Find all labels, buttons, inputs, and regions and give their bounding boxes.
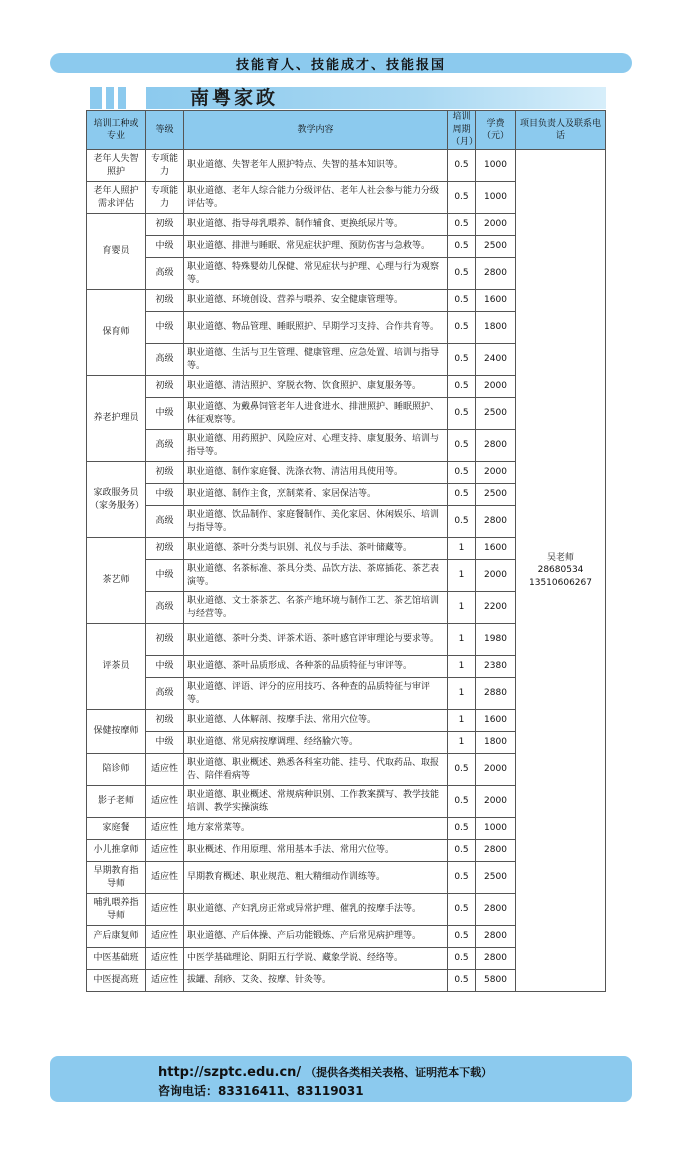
header-contact: 项目负责人及联系电话: [516, 111, 606, 150]
cell-fee: 2800: [476, 506, 516, 538]
cell-period: 0.5: [448, 344, 476, 376]
cell-level: 高级: [146, 258, 184, 290]
cell-job: 陪诊师: [87, 754, 146, 786]
cell-content: 职业道德、物品管理、睡眠照护、早期学习支持、合作共育等。: [184, 312, 448, 344]
cell-fee: 2000: [476, 754, 516, 786]
cell-level: 适应性: [146, 840, 184, 862]
cell-level: 初级: [146, 624, 184, 656]
cell-fee: 2000: [476, 786, 516, 818]
cell-content: 职业道德、为戴鼻饲管老年人进食进水、排泄照护、睡眠照护、体征观察等。: [184, 398, 448, 430]
cell-contact: [516, 150, 606, 992]
cell-fee: 1000: [476, 818, 516, 840]
cell-content: 职业道德、制作主食，烹制菜肴、家居保洁等。: [184, 484, 448, 506]
cell-content: 职业道德、职业概述、熟悉各科室功能、挂号、代取药品、取报告、陪伴看病等: [184, 754, 448, 786]
cell-level: 初级: [146, 376, 184, 398]
cell-job: 老年人照护需求评估: [87, 182, 146, 214]
cell-fee: 2800: [476, 948, 516, 970]
header-content: 教学内容: [184, 111, 448, 150]
cell-fee: 1600: [476, 538, 516, 560]
cell-level: 专项能力: [146, 182, 184, 214]
cell-fee: 2380: [476, 656, 516, 678]
cell-period: 0.5: [448, 818, 476, 840]
cell-job: 中医基础班: [87, 948, 146, 970]
cell-level: 适应性: [146, 818, 184, 840]
cell-content: 职业道德、茶叶分类、评茶术语、茶叶感官评审理论与要求等。: [184, 624, 448, 656]
cell-fee: 2500: [476, 236, 516, 258]
cell-job: 小儿推拿师: [87, 840, 146, 862]
cell-period: 0.5: [448, 258, 476, 290]
cell-job: 影子老师: [87, 786, 146, 818]
cell-level: 中级: [146, 656, 184, 678]
cell-level: 中级: [146, 484, 184, 506]
cell-period: 0.5: [448, 506, 476, 538]
cell-level: 高级: [146, 344, 184, 376]
cell-fee: 2500: [476, 398, 516, 430]
cell-content: 地方家常菜等。: [184, 818, 448, 840]
cell-content: 职业概述、作用原理、常用基本手法、常用穴位等。: [184, 840, 448, 862]
cell-level: 适应性: [146, 948, 184, 970]
cell-content: 职业道德、人体解剖、按摩手法、常用穴位等。: [184, 710, 448, 732]
cell-period: 0.5: [448, 236, 476, 258]
cell-fee: 2800: [476, 894, 516, 926]
cell-fee: 2800: [476, 430, 516, 462]
section-header: [90, 87, 606, 109]
cell-content: 职业道德、茶叶品质形成、各种茶的品质特征与审评等。: [184, 656, 448, 678]
cell-content: 职业道德、产妇乳房正常或异常护理、催乳的按摩手法等。: [184, 894, 448, 926]
cell-job: 养老护理员: [87, 376, 146, 462]
contact-phone2: 13510606267: [529, 577, 592, 588]
cell-period: 0.5: [448, 948, 476, 970]
download-note: （提供各类相关表格、证明范本下载）: [305, 1066, 493, 1079]
header-job: 培训工种或专业: [87, 111, 146, 150]
cell-level: 高级: [146, 678, 184, 710]
cell-content: 职业道德、指导母乳喂养、制作辅食、更换纸尿片等。: [184, 214, 448, 236]
cell-period: 1: [448, 656, 476, 678]
cell-period: 0.5: [448, 462, 476, 484]
cell-content: 职业道德、茶叶分类与识别、礼仪与手法、茶叶储藏等。: [184, 538, 448, 560]
slogan-text: 技能育人、技能成才、技能报国: [235, 57, 446, 73]
cell-period: 0.5: [448, 182, 476, 214]
cell-job: 中医提高班: [87, 970, 146, 992]
cell-level: 中级: [146, 560, 184, 592]
cell-period: 1: [448, 624, 476, 656]
cell-level: 适应性: [146, 862, 184, 894]
cell-content: 职业道德、文士茶茶艺、名茶产地环境与制作工艺、茶艺馆培训与经营等。: [184, 592, 448, 624]
cell-content: 中医学基础理论、阴阳五行学说、藏象学说、经络等。: [184, 948, 448, 970]
cell-content: 职业道德、环境创设、营养与喂养、安全健康管理等。: [184, 290, 448, 312]
cell-content: 职业道德、产后体操、产后功能锻炼、产后常见病护理等。: [184, 926, 448, 948]
cell-period: 0.5: [448, 894, 476, 926]
cell-fee: 2000: [476, 214, 516, 236]
cell-content: 职业道德、职业概述、常规病种识别、工作教案撰写、教学技能培训、教学实操演练: [184, 786, 448, 818]
cell-job: 保育师: [87, 290, 146, 376]
cell-level: 适应性: [146, 926, 184, 948]
course-table: [86, 110, 606, 992]
cell-fee: 5800: [476, 970, 516, 992]
cell-content: 职业道德、清洁照护、穿脱衣物、饮食照护、康复服务等。: [184, 376, 448, 398]
cell-content: 职业道德、制作家庭餐、洗涤衣物、清洁用具使用等。: [184, 462, 448, 484]
cell-job: 产后康复师: [87, 926, 146, 948]
cell-content: 职业道德、生活与卫生管理、健康管理、应急处置、培训与指导等。: [184, 344, 448, 376]
cell-fee: 2880: [476, 678, 516, 710]
cell-content: 职业道德、排泄与睡眠、常见症状护理、预防伤害与急救等。: [184, 236, 448, 258]
cell-period: 0.5: [448, 376, 476, 398]
cell-fee: 1800: [476, 312, 516, 344]
cell-period: 0.5: [448, 786, 476, 818]
cell-content: 拔罐、刮痧、艾灸、按摩、针灸等。: [184, 970, 448, 992]
cell-period: 1: [448, 592, 476, 624]
cell-fee: 2400: [476, 344, 516, 376]
cell-period: 0.5: [448, 484, 476, 506]
cell-job: 家庭餐: [87, 818, 146, 840]
cell-content: 早期教育概述、职业规范、粗大精细动作训练等。: [184, 862, 448, 894]
cell-period: 1: [448, 710, 476, 732]
cell-fee: 2800: [476, 840, 516, 862]
cell-fee: 1000: [476, 182, 516, 214]
cell-fee: 2500: [476, 862, 516, 894]
cell-fee: 1600: [476, 290, 516, 312]
cell-level: 适应性: [146, 970, 184, 992]
cell-period: 0.5: [448, 150, 476, 182]
cell-fee: 2000: [476, 560, 516, 592]
cell-content: 职业道德、评语、评分的应用技巧、各种查的品质特征与审评等。: [184, 678, 448, 710]
cell-job: 育婴员: [87, 214, 146, 290]
cell-level: 高级: [146, 592, 184, 624]
cell-level: 适应性: [146, 754, 184, 786]
cell-period: 1: [448, 560, 476, 592]
cell-job: 保健按摩师: [87, 710, 146, 754]
cell-fee: 1800: [476, 732, 516, 754]
cell-job: 老年人失智照护: [87, 150, 146, 182]
cell-period: 0.5: [448, 214, 476, 236]
cell-level: 中级: [146, 732, 184, 754]
cell-job: 早期教育指导师: [87, 862, 146, 894]
header-period: 培训周期（月）: [448, 111, 476, 150]
cell-period: 0.5: [448, 398, 476, 430]
consult-phone: 咨询电话：83316411、83119031: [158, 1084, 364, 1098]
footer-banner: [50, 1056, 632, 1102]
cell-level: 初级: [146, 462, 184, 484]
contact-phone1: 28680534: [537, 565, 584, 576]
decorative-stripes: [90, 87, 126, 109]
cell-period: 1: [448, 678, 476, 710]
slogan-banner: [50, 53, 632, 73]
contact-name: 吴老师: [546, 552, 574, 563]
cell-content: 职业道德、用药照护、风险应对、心理支持、康复服务、培训与指导等。: [184, 430, 448, 462]
cell-period: 0.5: [448, 926, 476, 948]
cell-fee: 1600: [476, 710, 516, 732]
cell-level: 初级: [146, 290, 184, 312]
cell-level: 中级: [146, 236, 184, 258]
cell-period: 0.5: [448, 840, 476, 862]
cell-fee: 2000: [476, 462, 516, 484]
cell-content: 职业道德、常见病按摩调理、经络腧穴等。: [184, 732, 448, 754]
cell-job: 家政服务员（家务服务）: [87, 462, 146, 538]
cell-level: 高级: [146, 506, 184, 538]
cell-level: 中级: [146, 398, 184, 430]
cell-level: 适应性: [146, 786, 184, 818]
cell-period: 0.5: [448, 430, 476, 462]
cell-job: 评茶员: [87, 624, 146, 710]
cell-content: 职业道德、老年人综合能力分级评估、老年人社会参与能力分级评估等。: [184, 182, 448, 214]
cell-level: 初级: [146, 538, 184, 560]
cell-level: 适应性: [146, 894, 184, 926]
cell-level: 初级: [146, 214, 184, 236]
cell-fee: 2800: [476, 926, 516, 948]
cell-content: 职业道德、饮品制作、家庭餐制作、美化家居、休闲娱乐、培训与指导等。: [184, 506, 448, 538]
cell-fee: 2800: [476, 258, 516, 290]
cell-level: 初级: [146, 710, 184, 732]
cell-job: 茶艺师: [87, 538, 146, 624]
cell-fee: 2500: [476, 484, 516, 506]
cell-level: 中级: [146, 312, 184, 344]
cell-fee: 2200: [476, 592, 516, 624]
header-fee: 学费（元）: [476, 111, 516, 150]
cell-content: 职业道德、特殊婴幼儿保健、常见症状与护理、心理与行为观察等。: [184, 258, 448, 290]
cell-period: 0.5: [448, 312, 476, 344]
cell-fee: 1000: [476, 150, 516, 182]
cell-period: 0.5: [448, 754, 476, 786]
section-title: 南粤家政: [190, 87, 279, 109]
table-row: [87, 150, 606, 182]
footer-url-line: [158, 1064, 492, 1080]
website-link[interactable]: http://szptc.edu.cn/: [158, 1065, 302, 1080]
cell-period: 1: [448, 732, 476, 754]
cell-period: 0.5: [448, 970, 476, 992]
cell-period: 1: [448, 538, 476, 560]
cell-fee: 2000: [476, 376, 516, 398]
cell-job: 哺乳喂养指导师: [87, 894, 146, 926]
cell-level: 高级: [146, 430, 184, 462]
cell-level: 专项能力: [146, 150, 184, 182]
cell-period: 0.5: [448, 290, 476, 312]
cell-content: 职业道德、名茶标准、茶具分类、品饮方法、茶席插花、茶艺表演等。: [184, 560, 448, 592]
cell-fee: 1980: [476, 624, 516, 656]
table-header-row: [87, 111, 606, 150]
header-level: 等级: [146, 111, 184, 150]
cell-content: 职业道德、失智老年人照护特点、失智的基本知识等。: [184, 150, 448, 182]
cell-period: 0.5: [448, 862, 476, 894]
